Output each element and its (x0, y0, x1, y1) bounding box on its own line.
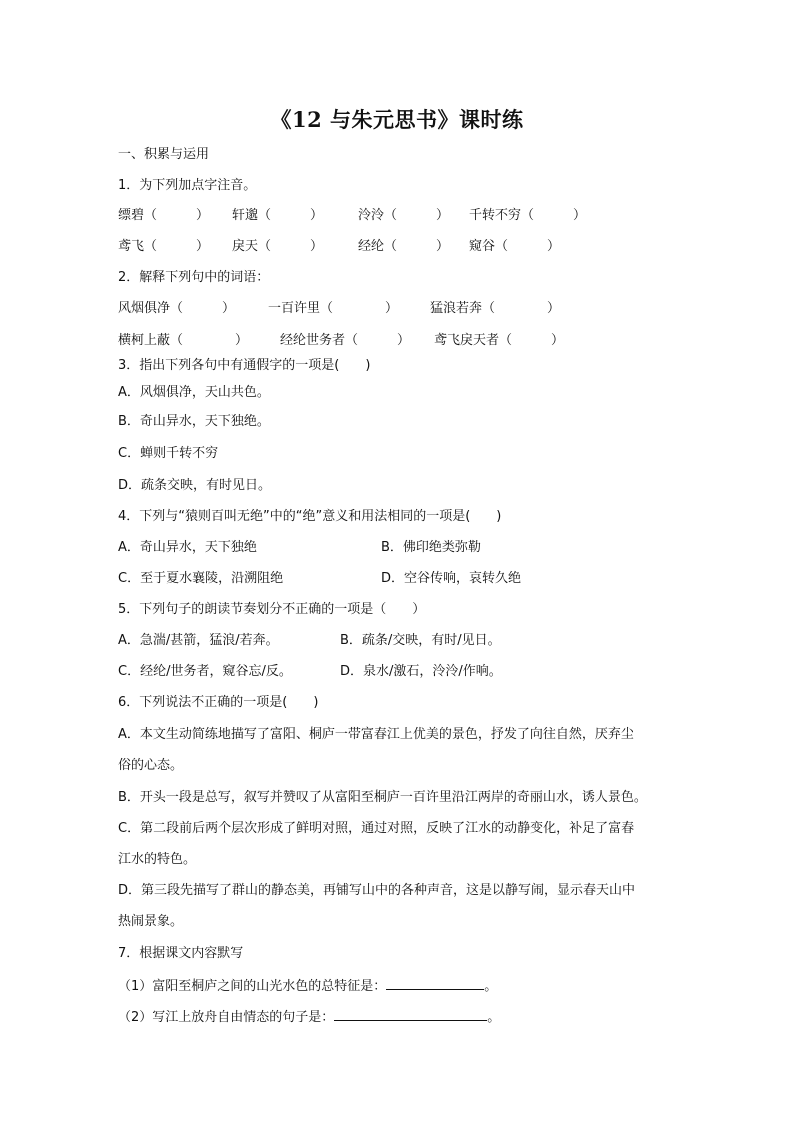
option-a: A．急湍/甚箭，猛浪/若奔。 (118, 633, 279, 648)
option-text: C．第二段前后两个层次形成了鲜明对照，通过对照，反映了江水的动静变化，补足了富春 (118, 821, 635, 836)
pinyin-item: 戾天（ ） (232, 239, 324, 254)
option-d: D．疏条交映，有时见日。 (118, 478, 272, 493)
option-b: B．奇山异水，天下独绝。 (118, 414, 270, 429)
option-text: 热闹景象。 (118, 914, 184, 929)
pinyin-item: 千转不穷（ ） (469, 208, 587, 223)
option-b: B．疏条/交映，有时/见日。 (340, 633, 501, 648)
word-item: 猛浪若奔（ ） (430, 301, 561, 316)
option-b: B．佛印绝类弥勒 (381, 540, 481, 555)
pinyin-item: 鸢飞（ ） (118, 239, 210, 254)
word-item: 一百许里（ ） (268, 301, 399, 316)
option-text: 俗的心态。 (118, 758, 184, 773)
option-a: A．风烟俱净，天山共色。 (118, 385, 270, 400)
option-c: C．蝉则千转不穷 (118, 446, 219, 461)
question-7-stem: 7．根据课文内容默写 (118, 946, 244, 961)
answer-blank[interactable] (386, 977, 484, 990)
word-item: 经纶世务者（ ） (280, 333, 411, 348)
option-text: A．本文生动简练地描写了富阳、桐庐一带富春江上优美的景色，抒发了向往自然，厌弃尘 (118, 727, 634, 742)
word-item: 鸢飞戾天者（ ） (434, 333, 565, 348)
fill-in-prompt: （1）富阳至桐庐之间的山光水色的总特征是： (118, 979, 387, 994)
pinyin-item: 窥谷（ ） (469, 239, 561, 254)
option-text: 江水的特色。 (118, 852, 197, 867)
page-title: 《12 与朱元思书》课时练 (270, 107, 524, 132)
option-text: D．第三段先描写了群山的静态美，再铺写山中的各种声音，这是以静写闹，显示春天山中 (118, 883, 636, 898)
section-heading: 一、积累与运用 (118, 147, 210, 162)
pinyin-item: 泠泠（ ） (358, 208, 450, 223)
option-c: C．经纶/世务者，窥谷忘/反。 (118, 664, 292, 679)
period: 。 (484, 979, 498, 994)
period: 。 (487, 1010, 501, 1025)
word-item: 风烟俱净（ ） (118, 301, 236, 316)
option-a: A．奇山异水，天下独绝 (118, 540, 257, 555)
answer-blank[interactable] (334, 1008, 487, 1021)
question-1-stem: 1．为下列加点字注音。 (118, 178, 257, 193)
pinyin-item: 缥碧（ ） (118, 208, 210, 223)
question-6-stem: 6．下列说法不正确的一项是( ) (118, 695, 319, 710)
option-d: D．空谷传响，哀转久绝 (381, 571, 522, 586)
question-5-stem: 5．下列句子的朗读节奏划分不正确的一项是（ ） (118, 602, 426, 617)
fill-in-item-1 (118, 977, 497, 995)
option-d: D．泉水/激石，泠泠/作响。 (340, 664, 502, 679)
option-c: C．至于夏水襄陵，沿溯阻绝 (118, 571, 284, 586)
pinyin-item: 轩邈（ ） (232, 208, 324, 223)
fill-in-item-2 (118, 1008, 500, 1026)
option-text: B．开头一段是总写，叙写并赞叹了从富阳至桐庐一百许里沿江两岸的奇丽山水，诱人景色。 (118, 790, 647, 805)
fill-in-prompt: （2）写江上放舟自由情态的句子是： (118, 1010, 335, 1025)
question-2-stem: 2．解释下列句中的词语： (118, 270, 270, 285)
question-3-stem: 3．指出下列各句中有通假字的一项是( ) (118, 358, 371, 373)
question-4-stem: 4．下列与“猿则百叫无绝”中的“绝”意义和用法相同的一项是( ) (118, 509, 502, 524)
word-item: 横柯上蔽（ ） (118, 333, 249, 348)
pinyin-item: 经纶（ ） (358, 239, 450, 254)
